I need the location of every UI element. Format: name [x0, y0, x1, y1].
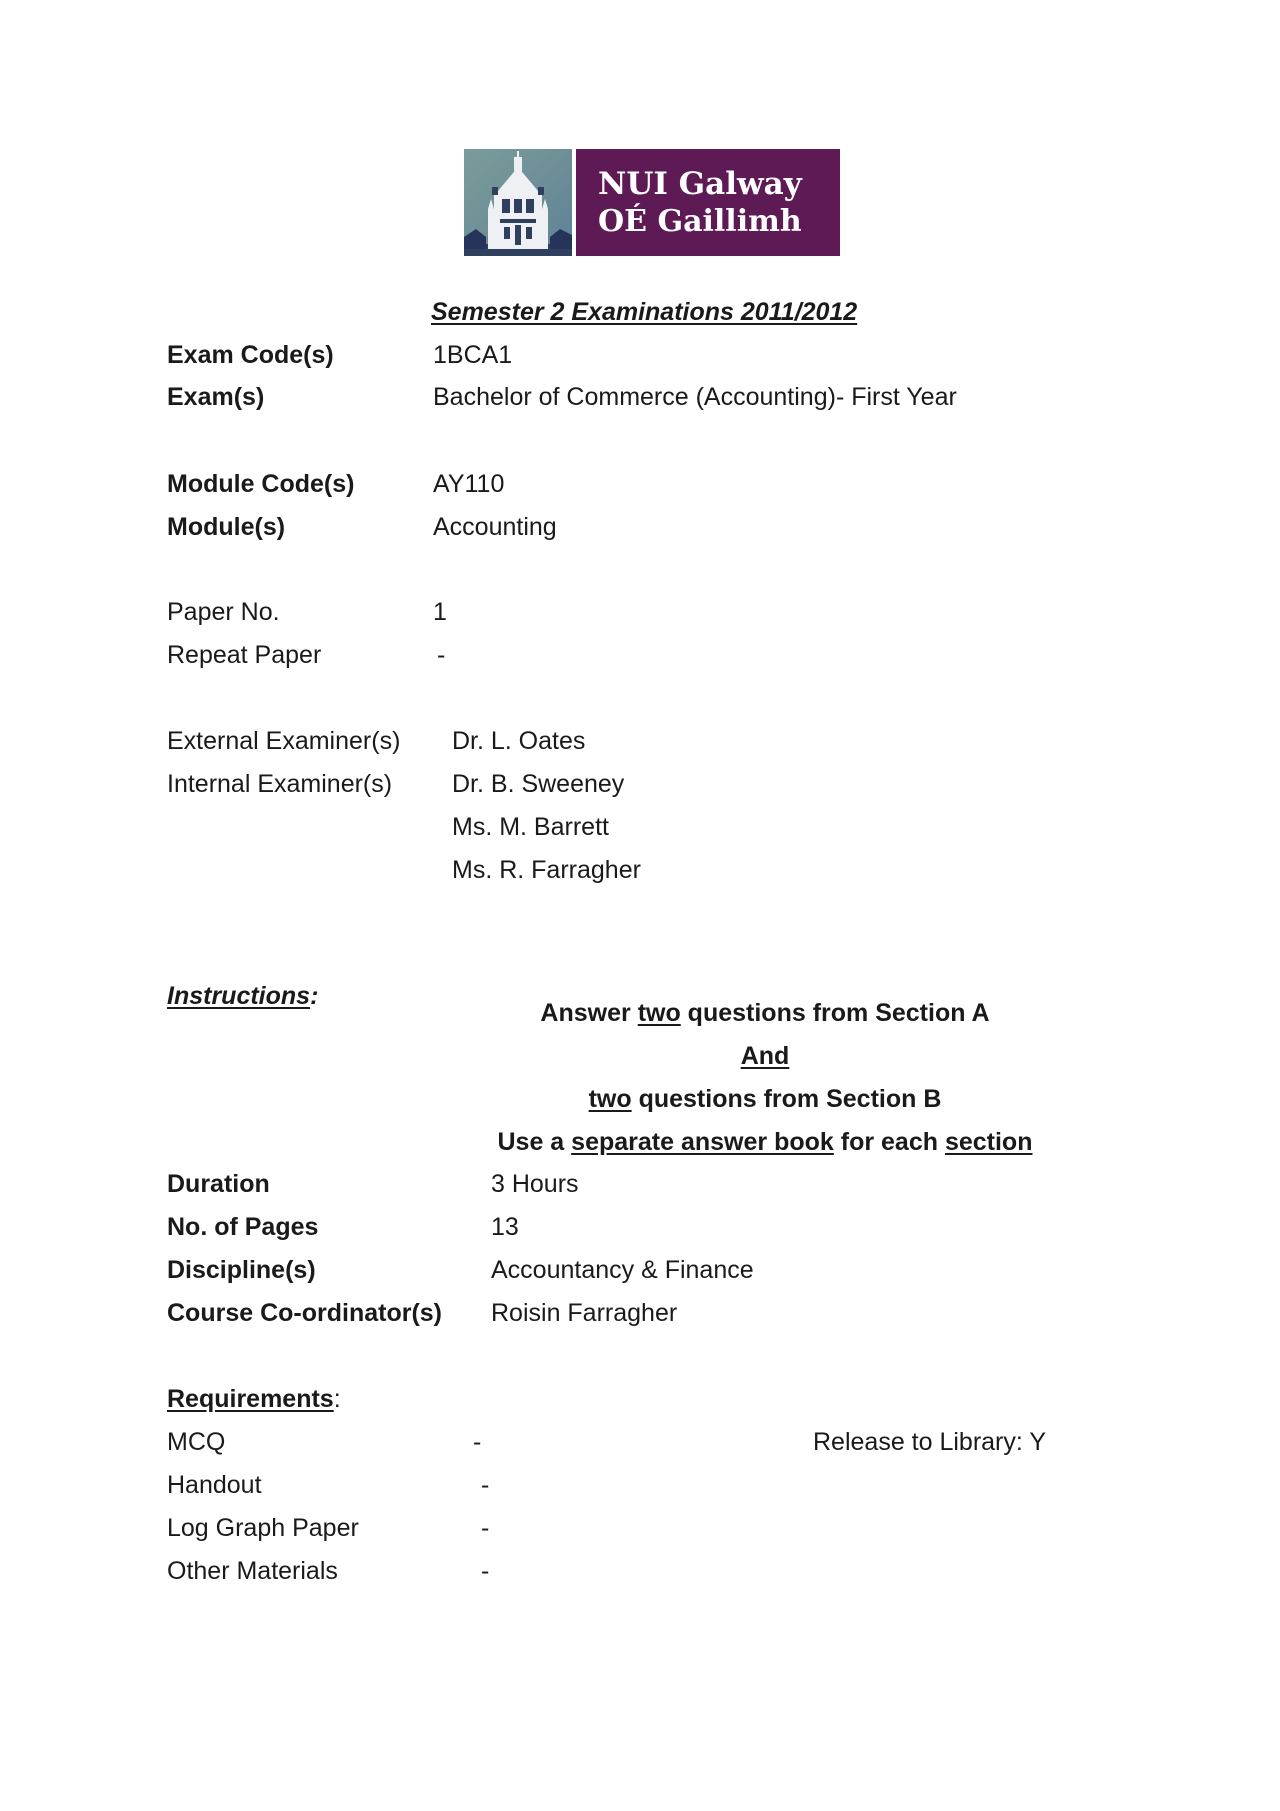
requirement-label: MCQ: [167, 1428, 226, 1456]
repeat-paper-value: -: [437, 641, 446, 669]
requirements-label-colon: :: [333, 1385, 341, 1413]
instruction-line-4: [440, 1127, 1090, 1157]
instruction-line-1: [440, 998, 1090, 1028]
pages-value: 13: [491, 1213, 519, 1241]
paper-no-label: Paper No.: [167, 598, 280, 626]
requirement-value: -: [473, 1428, 482, 1456]
external-examiner-label: External Examiner(s): [167, 727, 401, 755]
module-name-label: Module(s): [167, 513, 286, 541]
internal-examiner-name: Ms. R. Farragher: [452, 856, 641, 884]
logo-wordmark: [576, 149, 840, 256]
exam-name-label: Exam(s): [167, 383, 265, 411]
repeat-paper-label: Repeat Paper: [167, 641, 322, 669]
university-tower-crest-icon: [464, 149, 572, 256]
instruction-line-2: [440, 1041, 1090, 1071]
requirements-label-text: Requirements: [167, 1385, 334, 1413]
exam-code-value: 1BCA1: [433, 341, 513, 369]
release-to-library: Release to Library: Y: [813, 1428, 1046, 1456]
instruction-emphasis: two: [588, 1085, 632, 1113]
duration-label: Duration: [167, 1170, 270, 1198]
discipline-label: Discipline(s): [167, 1256, 316, 1284]
instruction-text: Answer: [540, 999, 638, 1027]
internal-examiner-label: Internal Examiner(s): [167, 770, 393, 798]
instruction-emphasis: separate answer book: [571, 1128, 834, 1156]
exam-heading: Semester 2 Examinations 2011/2012: [431, 298, 858, 326]
requirement-label: Other Materials: [167, 1557, 338, 1585]
exam-name-value: Bachelor of Commerce (Accounting)- First Year: [433, 383, 957, 411]
duration-value: 3 Hours: [491, 1170, 579, 1198]
internal-examiner-name: Dr. B. Sweeney: [452, 770, 625, 798]
logo-line-2: OÉ Gaillimh: [598, 203, 802, 239]
requirement-label: Handout: [167, 1471, 262, 1499]
module-code-value: AY110: [433, 470, 505, 498]
instructions-label: [167, 981, 318, 1011]
requirements-label: [167, 1384, 341, 1414]
coordinator-label: Course Co-ordinator(s): [167, 1299, 442, 1327]
instructions-label-colon: :: [310, 982, 319, 1010]
instruction-text: questions from Section A: [680, 999, 990, 1027]
requirement-value: -: [481, 1471, 490, 1499]
instruction-text: questions from Section B: [631, 1085, 942, 1113]
instruction-line-3: [440, 1084, 1090, 1114]
coordinator-value: Roisin Farragher: [491, 1299, 678, 1327]
requirement-value: -: [481, 1514, 490, 1542]
requirement-value: -: [481, 1557, 490, 1585]
requirement-label: Log Graph Paper: [167, 1514, 359, 1542]
university-logo: [464, 149, 840, 256]
instruction-text: Use a: [497, 1128, 572, 1156]
instruction-emphasis: section: [944, 1128, 1033, 1156]
external-examiner-name: Dr. L. Oates: [452, 727, 586, 755]
pages-label: No. of Pages: [167, 1213, 319, 1241]
logo-line-1: NUI Galway: [598, 165, 802, 202]
internal-examiner-name: Ms. M. Barrett: [452, 813, 609, 841]
instruction-emphasis: And: [740, 1042, 790, 1070]
instruction-emphasis: two: [637, 999, 681, 1027]
instructions-label-text: Instructions: [167, 982, 311, 1010]
module-name-value: Accounting: [433, 513, 557, 541]
paper-no-value: 1: [433, 598, 447, 626]
discipline-value: Accountancy & Finance: [491, 1256, 754, 1284]
exam-code-label: Exam Code(s): [167, 341, 334, 369]
instruction-text: for each: [833, 1128, 945, 1156]
module-code-label: Module Code(s): [167, 470, 355, 498]
